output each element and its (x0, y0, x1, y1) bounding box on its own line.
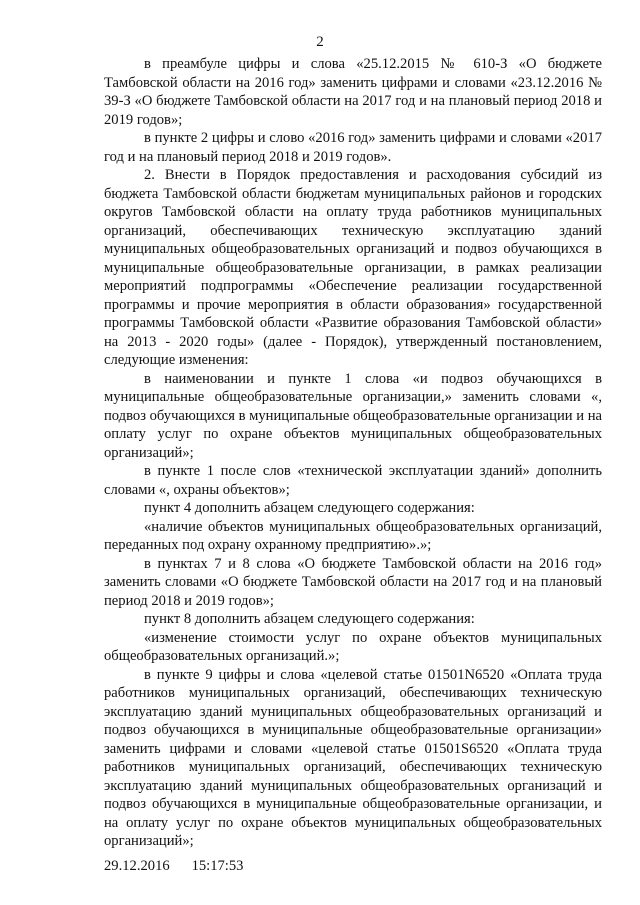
paragraph: в пунктах 7 и 8 слова «О бюджете Тамбовской области на 2016 год» заменить словами «О бюджете Тамбовской области на 2017 год и на плановый период 2018 и 2019 годов»; (104, 555, 602, 609)
paragraph: в пункте 1 после слов «технической эксплуатации зданий» дополнить словами «, охраны объектов»; (104, 463, 602, 498)
paragraph: в пункте 2 цифры и слово «2016 год» заменить цифрами и словами «2017 год и на плановый период 2018 и 2019 годов». (104, 130, 602, 165)
paragraph: в преамбуле цифры и слова «25.12.2015 № 610-З «О бюджете Тамбовской области на 2016 год» заменить цифрами и словами «23.12.2016 № 39-З «О бюджете Тамбовской области на 2017 год и на плановый период 2018 и 2019 годов»; (104, 56, 602, 128)
footer-date: 29.12.2016 (104, 858, 170, 874)
paragraph: «изменение стоимости услуг по охране объектов муниципальных общеобразовательных организаций.»; (104, 629, 602, 664)
paragraph: пункт 8 дополнить абзацем следующего содержания: (144, 611, 475, 627)
paragraph: в пункте 9 цифры и слова «целевой статье 01501N6520 «Оплата труда работников муниципальных организаций, обеспечивающих техническую эксплуатацию зданий муниципальных общеобразовательных организаций и подвоз обучающихся в муниципальные общеобразовательные организации» заменить цифрами и словами «целевой статье 01501S6520 «Оплата труда работников муниципальных организаций, обеспечивающих техническую эксплуатацию зданий муниципальных общеобразовательных организаций и подвоз обучающихся в муниципальные общеобразовательные организации, и на оплату услуг по охране объектов муниципальных общеобразовательных организаций»; (104, 666, 602, 849)
footer-timestamp (104, 858, 243, 875)
document-body (104, 55, 602, 851)
footer-time: 15:17:53 (191, 858, 244, 874)
paragraph: «наличие объектов муниципальных общеобразовательных организаций, переданных под охрану охранному предприятию».»; (104, 518, 602, 553)
paragraph: в наименовании и пункте 1 слова «и подвоз обучающихся в муниципальные общеобразовательные организации,» заменить словами «, подвоз обучающихся в муниципальные общеобразовательные организации и на оплату услуг по охране объектов муниципальных общеобразовательных организаций»; (104, 370, 602, 461)
paragraph: 2. Внести в Порядок предоставления и расходования субсидий из бюджета Тамбовской области бюджетам муниципальных районов и городских округов Тамбовской области на оплату труда работников муниципальных организаций, обеспечивающих техническую эксплуатацию зданий муниципальных общеобразовательных организаций и подвоз обучающихся в муниципальные общеобразовательные организации, в рамках реализации мероприятий подпрограммы «Обеспечение реализации государственной программы и прочие мероприятия в области образования» государственной программы Тамбовской области «Развитие образования Тамбовской области» на 2013 - 2020 годы» (далее - Порядок), утвержденный постановлением, следующие изменения: (104, 167, 602, 368)
page-number: 2 (316, 34, 324, 50)
paragraph: пункт 4 дополнить абзацем следующего содержания: (144, 500, 475, 516)
